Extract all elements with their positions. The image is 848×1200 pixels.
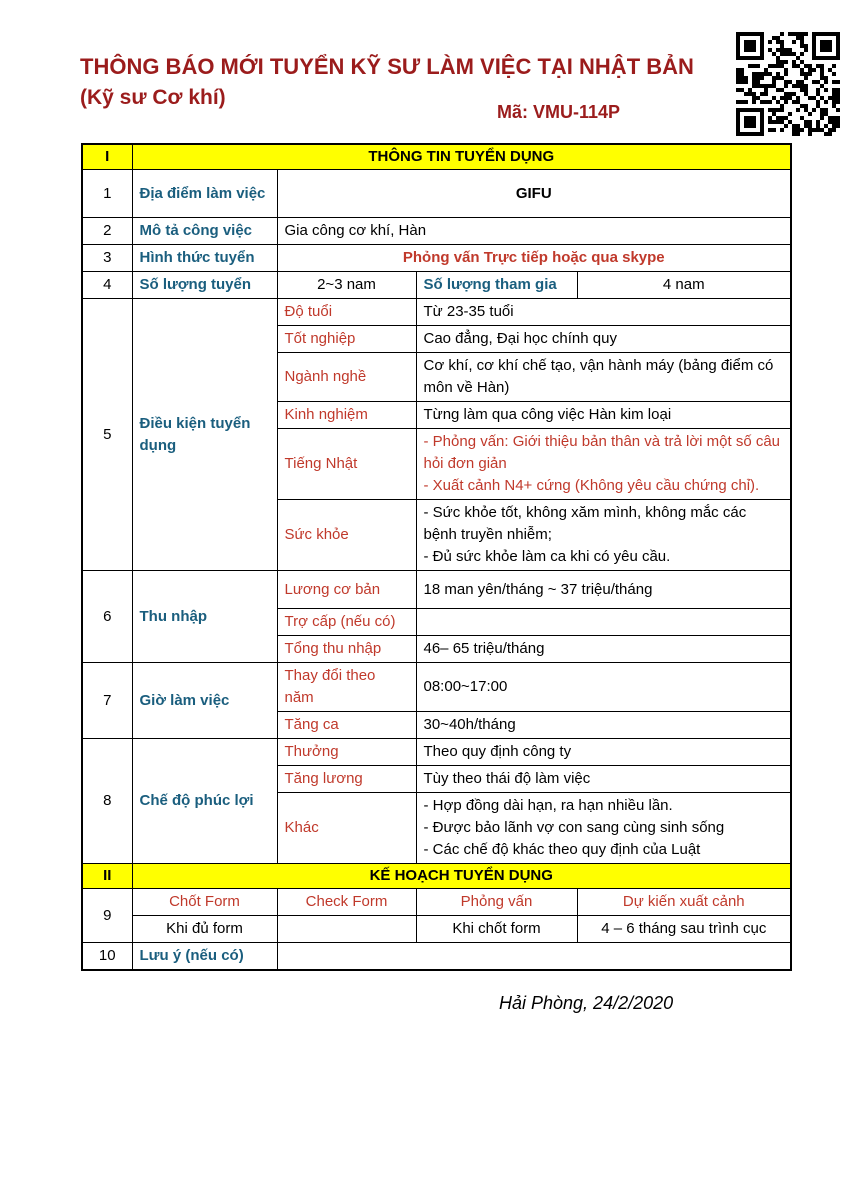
table-row bbox=[82, 170, 791, 218]
sub-label: Ngành nghề bbox=[277, 353, 416, 402]
row-label: Mô tả công việc bbox=[132, 218, 277, 245]
sub-value-line: - Xuất cảnh N4+ cứng (Không yêu cầu chứng chỉ). bbox=[423, 477, 760, 494]
sub-label: Tăng ca bbox=[277, 712, 416, 739]
row-number: 2 bbox=[82, 218, 132, 245]
table-row bbox=[82, 663, 791, 712]
plan-header: Dự kiến xuất cảnh bbox=[577, 889, 791, 916]
plan-header: Chốt Form bbox=[132, 889, 277, 916]
plan-value: Khi chốt form bbox=[416, 916, 577, 943]
row-number: 3 bbox=[82, 245, 132, 272]
table-row bbox=[82, 943, 791, 971]
sub-value-line: - Được bảo lãnh vợ con sang cùng sinh sống bbox=[423, 819, 725, 836]
row-value: Gia công cơ khí, Hàn bbox=[277, 218, 791, 245]
sub-label: Sức khỏe bbox=[277, 500, 416, 571]
table-row bbox=[82, 889, 791, 916]
sub-label: Lương cơ bản bbox=[277, 571, 416, 609]
plan-header: Check Form bbox=[277, 889, 416, 916]
section-number: II bbox=[82, 864, 132, 889]
place-date: Hải Phòng, 24/2/2020 bbox=[499, 993, 674, 1013]
row-number: 7 bbox=[82, 663, 132, 739]
row-label: Lưu ý (nếu có) bbox=[132, 943, 277, 971]
plan-value: 4 – 6 tháng sau trình cục bbox=[577, 916, 791, 943]
plan-value: Khi đủ form bbox=[132, 916, 277, 943]
row-number: 4 bbox=[82, 272, 132, 299]
row-value: 2~3 nam bbox=[277, 272, 416, 299]
sub-label: Kinh nghiệm bbox=[277, 402, 416, 429]
row-label: Hình thức tuyển bbox=[132, 245, 277, 272]
page-subtitle: (Kỹ sư Cơ khí) bbox=[80, 86, 226, 109]
row-label: Địa điểm làm việc bbox=[132, 170, 277, 218]
row-value: GIFU bbox=[277, 170, 791, 218]
sub-label: Thưởng bbox=[277, 739, 416, 766]
sub-label: Tăng lương bbox=[277, 766, 416, 793]
row-label: Giờ làm việc bbox=[132, 663, 277, 739]
sub-label: Trợ cấp (nếu có) bbox=[277, 609, 416, 636]
table-row bbox=[82, 272, 791, 299]
row-label: Số lượng tuyển bbox=[132, 272, 277, 299]
sub-value: 30~40h/tháng bbox=[416, 712, 791, 739]
job-code: Mã: VMU-114P bbox=[497, 102, 621, 122]
sub-value: Từ 23-35 tuổi bbox=[416, 299, 791, 326]
sub-value: Theo quy định công ty bbox=[416, 739, 791, 766]
row-number: 6 bbox=[82, 571, 132, 663]
row-label-secondary: Số lượng tham gia bbox=[416, 272, 577, 299]
section-number: I bbox=[82, 144, 132, 170]
sub-value bbox=[416, 500, 791, 571]
sub-value: 46– 65 triệu/tháng bbox=[416, 636, 791, 663]
row-number: 8 bbox=[82, 739, 132, 864]
sub-value-line: - Các chế độ khác theo quy định của Luật bbox=[423, 841, 701, 858]
row-number: 1 bbox=[82, 170, 132, 218]
table-row bbox=[82, 739, 791, 766]
sub-value: Cơ khí, cơ khí chế tạo, vận hành máy (bảng điểm có môn về Hàn) bbox=[416, 353, 791, 402]
plan-header: Phỏng vấn bbox=[416, 889, 577, 916]
row-value bbox=[277, 943, 791, 971]
section-header-1 bbox=[82, 144, 791, 170]
sub-label: Độ tuổi bbox=[277, 299, 416, 326]
sub-value: 08:00~17:00 bbox=[416, 663, 791, 712]
sub-value bbox=[416, 609, 791, 636]
sub-label: Khác bbox=[277, 793, 416, 864]
section-title: KẾ HOẠCH TUYỂN DỤNG bbox=[132, 864, 791, 889]
sub-label: Tiếng Nhật bbox=[277, 429, 416, 500]
row-label: Điều kiện tuyển dụng bbox=[132, 299, 277, 571]
row-label: Chế độ phúc lợi bbox=[132, 739, 277, 864]
row-label: Thu nhập bbox=[132, 571, 277, 663]
table-row bbox=[82, 245, 791, 272]
qr-code-icon bbox=[736, 32, 840, 136]
sub-value-line: - Đủ sức khỏe làm ca khi có yêu cầu. bbox=[423, 548, 671, 565]
row-number: 5 bbox=[82, 299, 132, 571]
sub-value-line: - Phỏng vấn: Giới thiệu bản thân và trả lời một số câu hỏi đơn giản bbox=[423, 433, 781, 472]
section-header-2 bbox=[82, 864, 791, 889]
table-row bbox=[82, 299, 791, 326]
row-value: Phỏng vấn Trực tiếp hoặc qua skype bbox=[277, 245, 791, 272]
row-value-secondary: 4 nam bbox=[577, 272, 791, 299]
sub-value: Tùy theo thái độ làm việc bbox=[416, 766, 791, 793]
plan-value bbox=[277, 916, 416, 943]
sub-value bbox=[416, 429, 791, 500]
sub-value bbox=[416, 793, 791, 864]
table-row bbox=[82, 571, 791, 609]
sub-value-line: - Sức khỏe tốt, không xăm mình, không mắc các bệnh truyền nhiễm; bbox=[423, 504, 747, 543]
sub-value-line: - Hợp đồng dài hạn, ra hạn nhiều lần. bbox=[423, 797, 673, 814]
sub-label: Thay đổi theo năm bbox=[277, 663, 416, 712]
sub-value: Cao đẳng, Đại học chính quy bbox=[416, 326, 791, 353]
sub-value: 18 man yên/tháng ~ 37 triệu/tháng bbox=[416, 571, 791, 609]
table-row bbox=[82, 916, 791, 943]
sub-label: Tốt nghiệp bbox=[277, 326, 416, 353]
sub-value: Từng làm qua công việc Hàn kim loại bbox=[416, 402, 791, 429]
section-title: THÔNG TIN TUYỂN DỤNG bbox=[132, 144, 791, 170]
row-number: 10 bbox=[82, 943, 132, 971]
page-title: THÔNG BÁO MỚI TUYỂN KỸ SƯ LÀM VIỆC TẠI NHẬT BẢN bbox=[80, 54, 694, 79]
table-row bbox=[82, 218, 791, 245]
sub-label: Tổng thu nhập bbox=[277, 636, 416, 663]
recruitment-table bbox=[81, 143, 792, 971]
row-number: 9 bbox=[82, 889, 132, 943]
